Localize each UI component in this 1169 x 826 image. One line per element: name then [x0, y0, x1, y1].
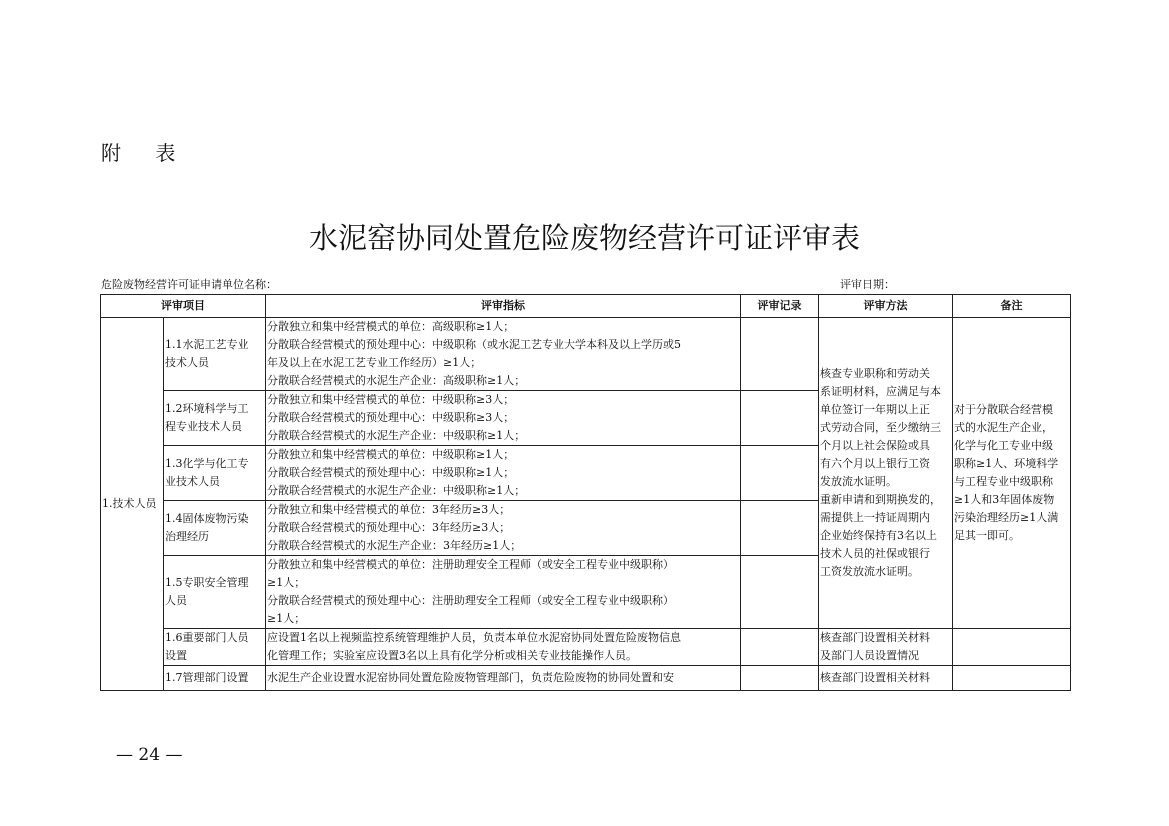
remark-cell — [953, 666, 1071, 691]
record-cell[interactable] — [741, 666, 819, 691]
index-line: 水泥生产企业设置水泥窑协同处置危险废物管理部门，负责危险废物的协同处置和安 — [267, 671, 674, 684]
item-cell — [164, 391, 266, 446]
method-line: 需提供上一持证周期内 — [820, 511, 930, 524]
index-cell — [266, 501, 741, 556]
index-cell — [266, 556, 741, 629]
index-cell — [266, 666, 741, 691]
method-line: 工资发放流水证明。 — [820, 565, 919, 578]
remark-line: 与工程专业中级职称 — [954, 475, 1053, 488]
index-line: 分散联合经营模式的预处理中心：注册助理安全工程师（或安全工程专业中级职称） — [267, 594, 674, 607]
index-line: 年及以上在水泥工艺专业工作经历）≥1人； — [267, 356, 482, 369]
index-cell — [266, 391, 741, 446]
index-line: 分散独立和集中经营模式的单位：高级职称≥1人； — [267, 320, 515, 333]
record-cell[interactable] — [741, 318, 819, 391]
method-line: 核查部门设置相关材料 — [820, 631, 930, 644]
table-row — [101, 629, 1071, 666]
remark-line: 污染治理经历≥1人满 — [954, 511, 1059, 524]
remark-cell — [953, 629, 1071, 666]
header-row — [101, 295, 1071, 318]
item-line: 1.3化学与化工专 — [165, 457, 249, 470]
applicant-label: 危险废物经营许可证申请单位名称： — [101, 278, 277, 291]
item-line: 治理经历 — [165, 530, 209, 543]
remark-line: 足其一即可。 — [954, 529, 1020, 542]
table-row — [101, 666, 1071, 691]
item-line: 1.5专职安全管理 — [165, 576, 249, 589]
item-cell — [164, 501, 266, 556]
item-cell — [164, 446, 266, 501]
item-line: 人员 — [165, 594, 187, 607]
item-line: 技术人员 — [165, 356, 209, 369]
remark-line: 式的水泥生产企业， — [954, 421, 1053, 434]
header-index: 评审指标 — [266, 295, 741, 318]
record-cell[interactable] — [741, 391, 819, 446]
item-cell — [164, 666, 266, 691]
item-line: 1.4固体废物污染 — [165, 512, 249, 525]
item-line: 1.1水泥工艺专业 — [165, 338, 249, 351]
method-line: 式劳动合同，至少缴纳三 — [820, 421, 941, 434]
method-cell — [819, 666, 953, 691]
item-cell — [164, 556, 266, 629]
index-line: 化管理工作；实验室应设置3名以上具有化学分析或相关专业技能操作人员。 — [267, 649, 637, 662]
remark-line: 对于分散联合经营模 — [954, 403, 1053, 416]
method-line: 个月以上社会保险或具 — [820, 439, 930, 452]
header-remark: 备注 — [953, 295, 1071, 318]
index-line: 分散联合经营模式的预处理中心：中级职称（或水泥工艺专业大学本科及以上学历或5 — [267, 338, 681, 351]
method-line: 有六个月以上银行工资 — [820, 457, 930, 470]
remark-line: ≥1人和3年固体废物 — [954, 493, 1055, 506]
index-line: 分散联合经营模式的预处理中心：中级职称≥1人； — [267, 466, 515, 479]
remark-line: 职称≥1人、环境科学 — [954, 457, 1059, 470]
index-line: 分散独立和集中经营模式的单位：注册助理安全工程师（或安全工程专业中级职称） — [267, 558, 674, 571]
header-method: 评审方法 — [819, 295, 953, 318]
index-line: 分散独立和集中经营模式的单位：中级职称≥3人； — [267, 393, 515, 406]
annex-label: 附 表 — [101, 141, 190, 165]
index-line: 分散联合经营模式的水泥生产企业：中级职称≥1人； — [267, 484, 526, 497]
index-line: ≥1人； — [267, 612, 306, 625]
method-line: 技术人员的社保或银行 — [820, 547, 930, 560]
record-cell[interactable] — [741, 501, 819, 556]
index-line: 分散联合经营模式的预处理中心：中级职称≥3人； — [267, 411, 515, 424]
index-line: 应设置1名以上视频监控系统管理维护人员，负责本单位水泥窑协同处置危险废物信息 — [267, 631, 681, 644]
header-record: 评审记录 — [741, 295, 819, 318]
index-line: 分散独立和集中经营模式的单位：3年经历≥3人； — [267, 503, 511, 516]
date-label: 评审日期： — [840, 278, 895, 291]
record-cell[interactable] — [741, 446, 819, 501]
category-cell: 1.技术人员 — [101, 318, 164, 691]
index-line: 分散联合经营模式的水泥生产企业：3年经历≥1人； — [267, 539, 522, 552]
method-line: 单位签订一年期以上正 — [820, 403, 930, 416]
item-line: 业技术人员 — [165, 475, 220, 488]
record-cell[interactable] — [741, 556, 819, 629]
table-row — [101, 318, 1071, 391]
index-cell — [266, 318, 741, 391]
index-line: ≥1人； — [267, 576, 306, 589]
index-cell — [266, 629, 741, 666]
method-cell — [819, 629, 953, 666]
index-cell — [266, 446, 741, 501]
index-line: 分散联合经营模式的水泥生产企业：高级职称≥1人； — [267, 374, 526, 387]
item-cell — [164, 318, 266, 391]
item-line: 设置 — [165, 649, 187, 662]
index-line: 分散联合经营模式的水泥生产企业：中级职称≥1人； — [267, 429, 526, 442]
item-cell — [164, 629, 266, 666]
item-line: 程专业技术人员 — [165, 420, 242, 433]
index-line: 分散联合经营模式的预处理中心：3年经历≥3人； — [267, 521, 511, 534]
remark-cell — [953, 318, 1071, 629]
method-line: 重新申请和到期换发的， — [820, 493, 941, 506]
index-line: 分散独立和集中经营模式的单位：中级职称≥1人； — [267, 448, 515, 461]
method-line: 核查部门设置相关材料 — [820, 671, 930, 684]
remark-line: 化学与化工专业中级 — [954, 439, 1053, 452]
method-line: 发放流水证明。 — [820, 475, 897, 488]
method-line: 系证明材料，应满足与本 — [820, 385, 941, 398]
method-cell — [819, 318, 953, 629]
item-line: 1.6重要部门人员 — [165, 631, 249, 644]
item-line: 1.2环境科学与工 — [165, 402, 249, 415]
method-line: 核查专业职称和劳动关 — [820, 367, 930, 380]
method-line: 及部门人员设置情况 — [820, 649, 919, 662]
review-table — [100, 294, 1071, 691]
page-number: — 24 — — [116, 745, 183, 765]
record-cell[interactable] — [741, 629, 819, 666]
item-line: 1.7管理部门设置 — [165, 671, 249, 684]
method-line: 企业始终保持有3名以上 — [820, 529, 937, 542]
document-title: 水泥窑协同处置危险废物经营许可证评审表 — [308, 221, 860, 255]
header-item: 评审项目 — [101, 295, 266, 318]
